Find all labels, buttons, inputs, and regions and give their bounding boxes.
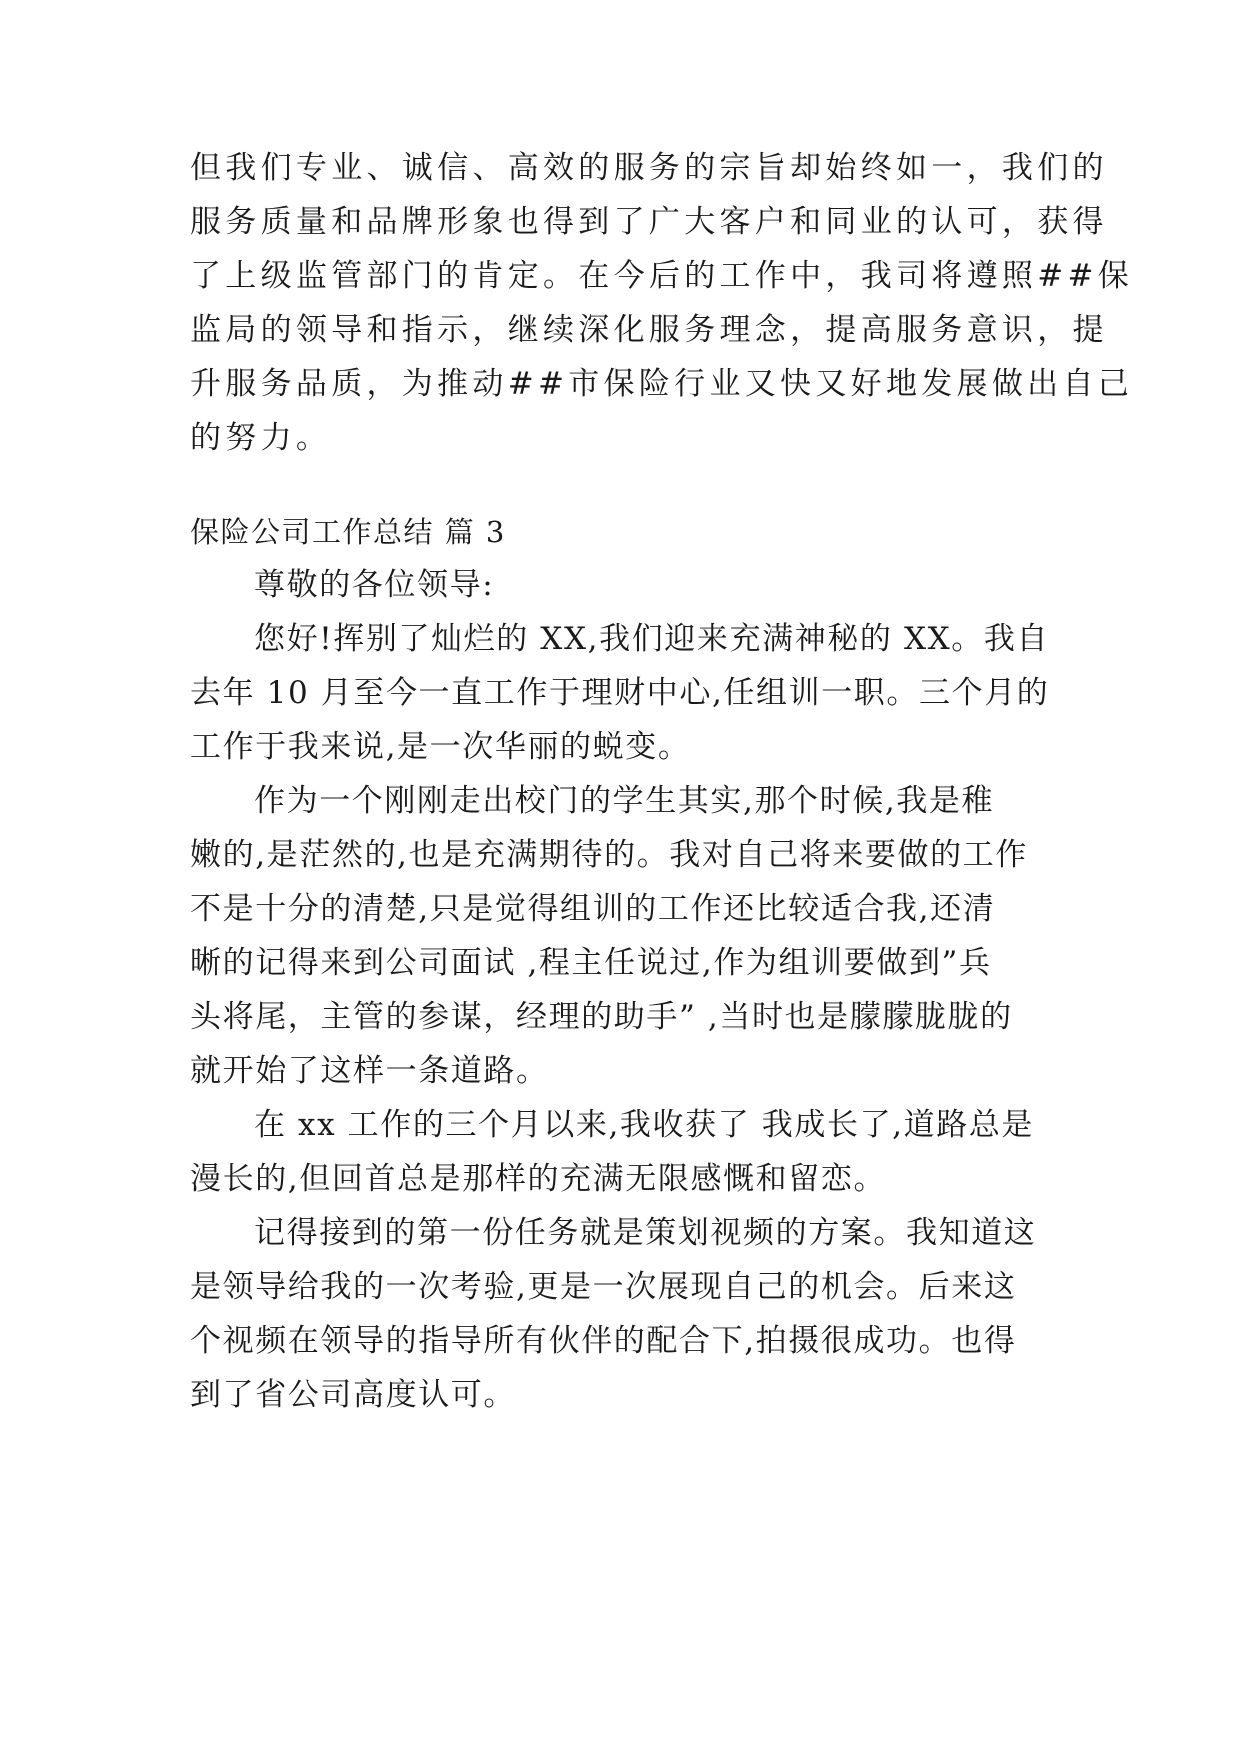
salutation: 尊敬的各位领导: — [254, 567, 495, 603]
paragraph-line: 漫长的,但回首总是那样的充满无限感慨和留恋。 — [190, 1161, 887, 1197]
section-title: 保险公司工作总结 篇 3 — [190, 515, 506, 549]
paragraph-line: 去年 10 月至今一直工作于理财中心,任组训一职。三个月的 — [190, 675, 1050, 711]
paragraph-line: 晰的记得来到公司面试 ,程主任说过,作为组训要做到”兵 — [190, 945, 992, 981]
paragraph-line: 就开始了这样一条道路。 — [190, 1053, 549, 1089]
paragraph-line: 个视频在领导的指导所有伙伴的配合下,拍摄很成功。也得 — [190, 1323, 1017, 1359]
paragraph-line: 在 xx 工作的三个月以来,我收获了 我成长了,道路总是 — [254, 1107, 1035, 1143]
paragraph-line: 不是十分的清楚,只是觉得组训的工作还比较适合我,还清 — [190, 891, 996, 927]
paragraph-line: 嫩的,是茫然的,也是充满期待的。我对自己将来要做的工作 — [190, 837, 1028, 873]
paragraph-line: 服务质量和品牌形象也得到了广大客户和同业的认可，获得 — [190, 204, 1108, 240]
paragraph-line: 是领导给我的一次考验,更是一次展现自己的机会。后来这 — [190, 1269, 1017, 1305]
paragraph-line: 的努力。 — [190, 420, 332, 456]
paragraph-line: 升服务品质，为推动##市保险行业又快又好地发展做出自己 — [190, 366, 1134, 402]
paragraph-line: 工作于我来说,是一次华丽的蜕变。 — [190, 729, 691, 765]
paragraph-line: 到了省公司高度认可。 — [190, 1377, 516, 1413]
paragraph-line: 作为一个刚刚走出校门的学生其实,那个时候,我是稚 — [254, 783, 995, 819]
paragraph-line: 记得接到的第一份任务就是策划视频的方案。我知道这 — [254, 1215, 1037, 1251]
paragraph-line: 了上级监管部门的肯定。在今后的工作中，我司将遵照##保 — [190, 258, 1134, 294]
paragraph-line: 但我们专业、诚信、高效的服务的宗旨却始终如一，我们的 — [190, 150, 1108, 186]
paragraph-line: 监局的领导和指示，继续深化服务理念，提高服务意识，提 — [190, 312, 1108, 348]
paragraph-line: 您好!挥别了灿烂的 XX,我们迎来充满神秘的 XX。我自 — [254, 621, 1050, 657]
paragraph-line: 头将尾，主管的参谋，经理的助手” ,当时也是朦朦胧胧的 — [190, 999, 1013, 1035]
